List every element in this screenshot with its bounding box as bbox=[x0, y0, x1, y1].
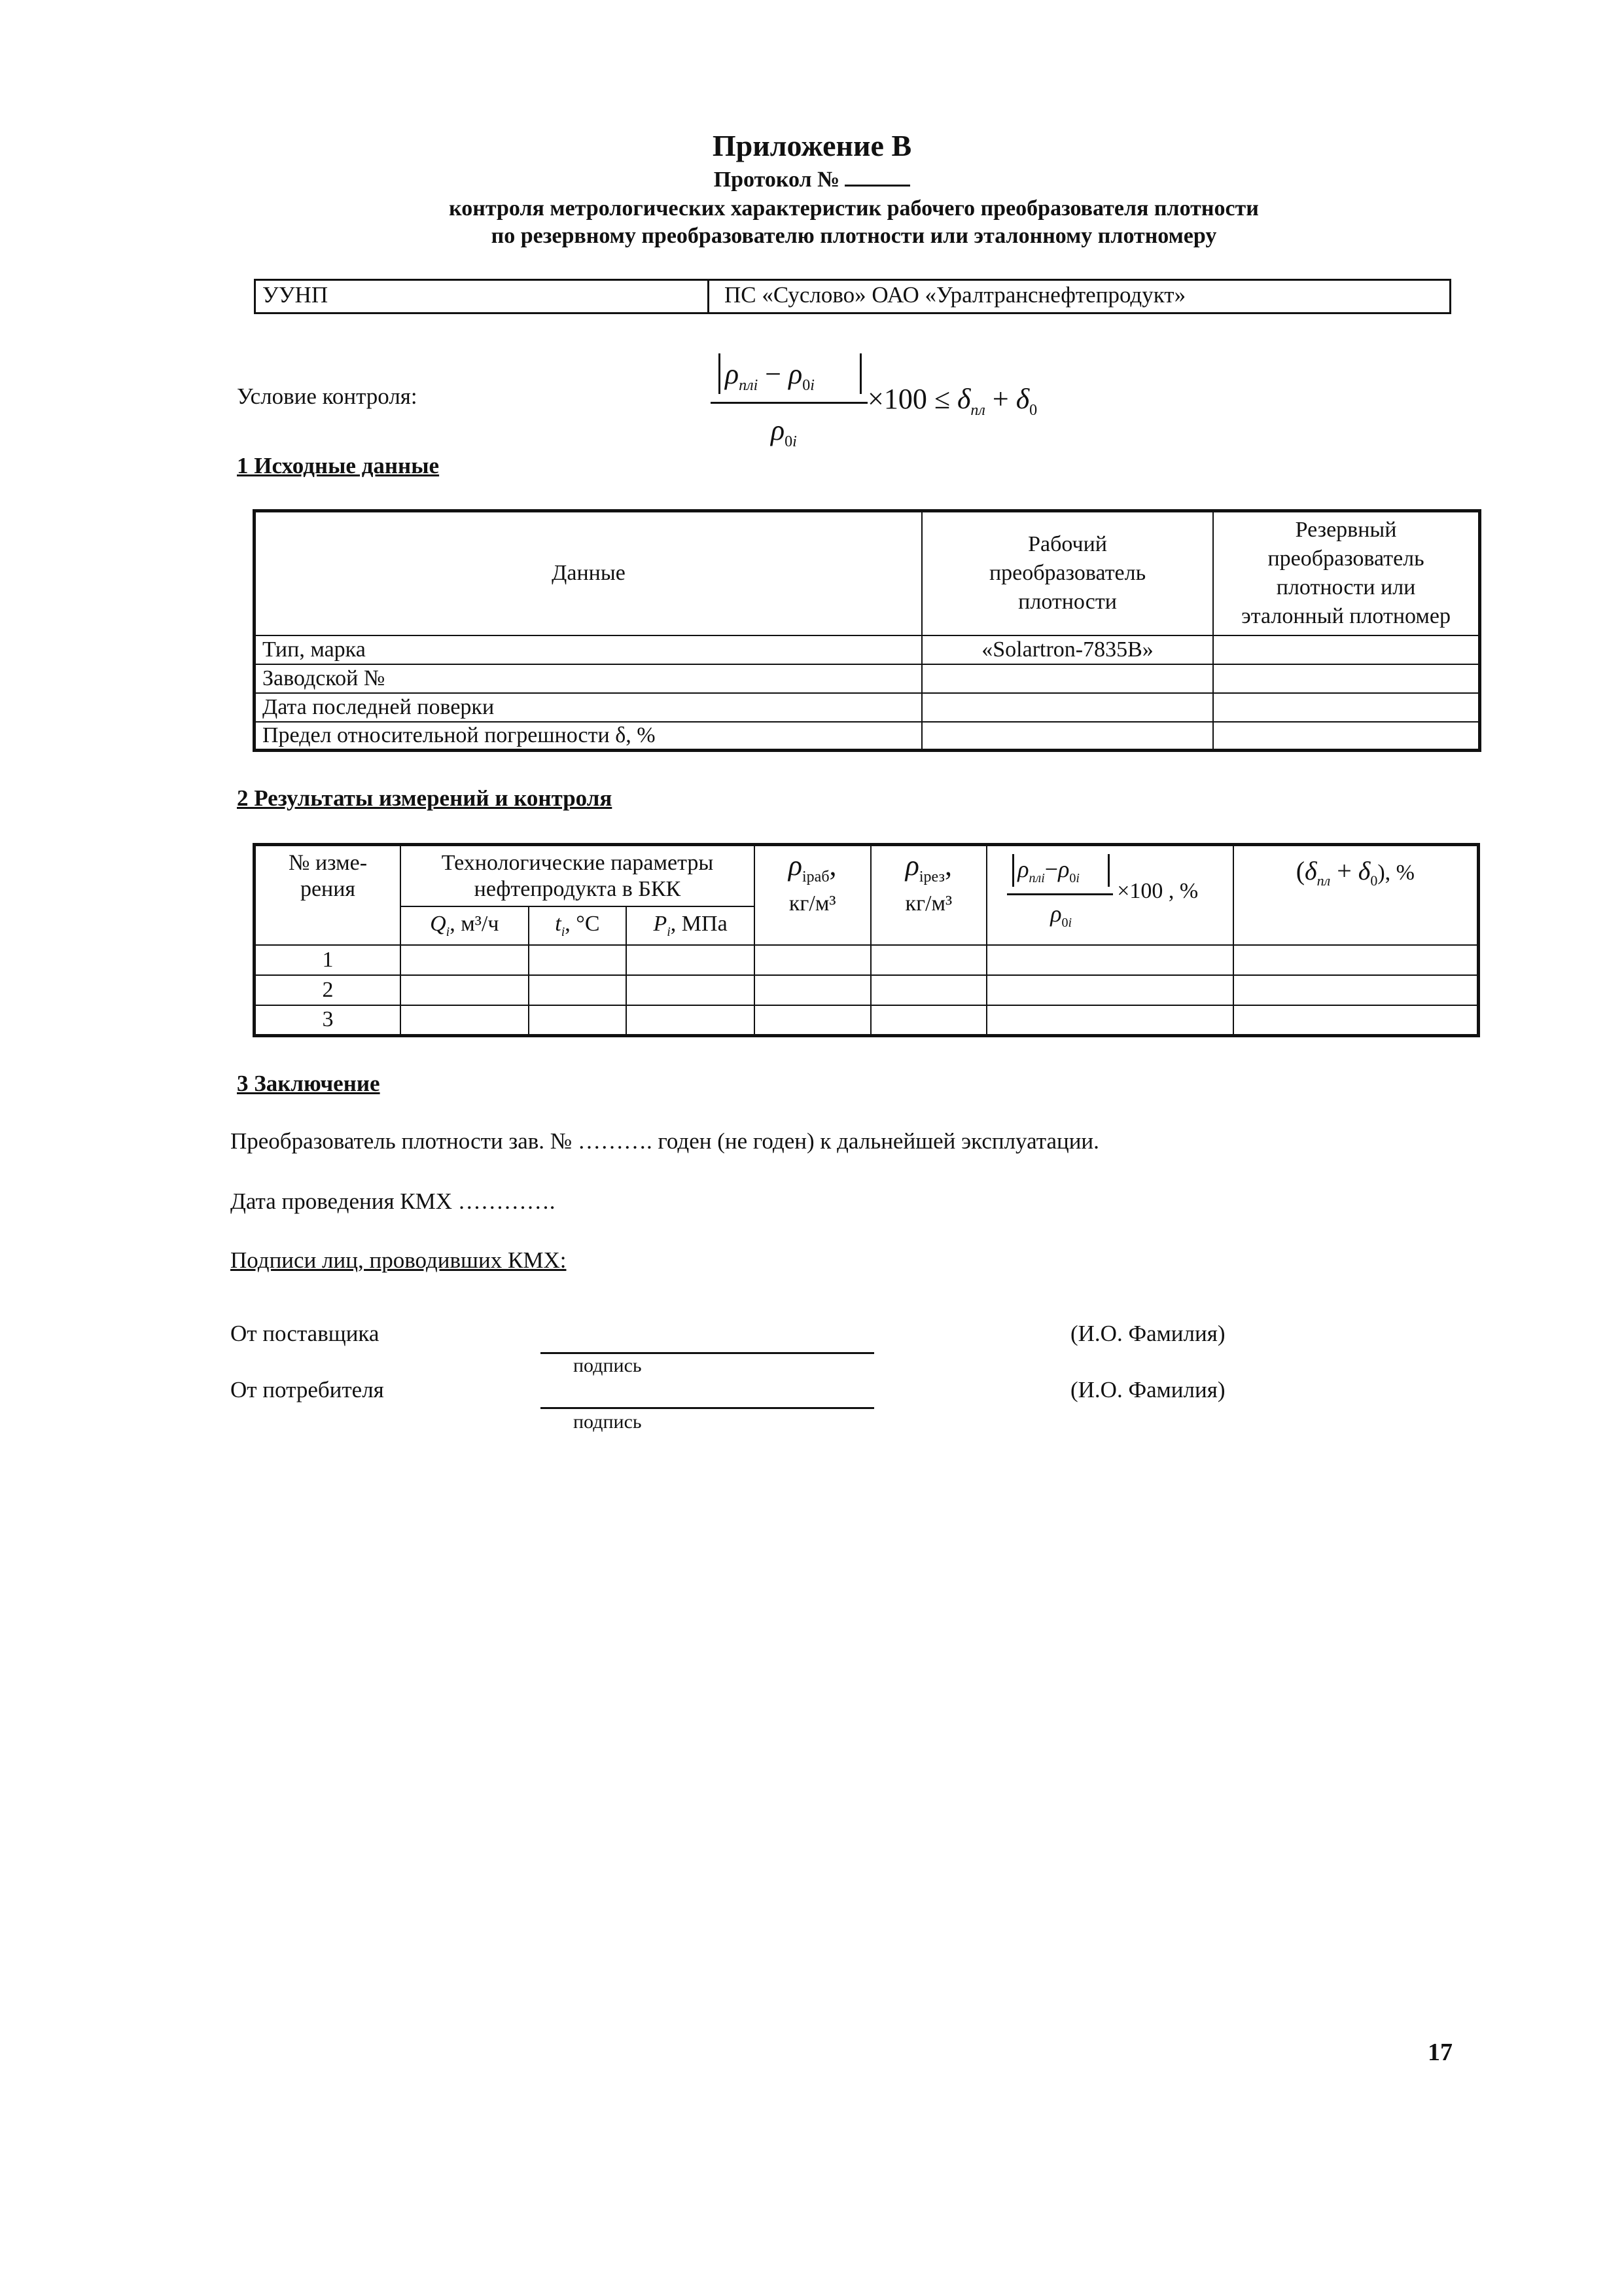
table-row bbox=[255, 975, 1479, 1005]
control-condition-label: Условие контроля: bbox=[237, 384, 417, 409]
page-number: 17 bbox=[1428, 2039, 1453, 2066]
col-header-t: $t_i$, °C bbox=[529, 906, 627, 945]
row-label: Заводской № bbox=[255, 664, 922, 693]
col-header-num: № изме- рения bbox=[255, 845, 401, 946]
protocol-number-blank bbox=[845, 168, 910, 187]
table-row bbox=[255, 635, 1480, 664]
org-row bbox=[254, 279, 1451, 314]
col-header-q: $Q_i$, м³/ч bbox=[400, 906, 529, 945]
protocol-description-line2: по резервному преобразователю плотности или эталонному плотномеру bbox=[491, 224, 1217, 248]
section2-heading: 2 Результаты измерений и контроля bbox=[237, 785, 612, 811]
signature-supplier-label: От поставщика bbox=[230, 1321, 380, 1346]
signatures-heading: Подписи лиц, проводивших КМХ: bbox=[230, 1247, 567, 1273]
initial-data-table bbox=[253, 509, 1481, 752]
col-header-rho-rab: $\rho_{iраб}$, кг/м³ bbox=[754, 845, 871, 946]
signature-supplier-line bbox=[540, 1352, 874, 1354]
col-header-p: $P_i$, МПа bbox=[626, 906, 754, 945]
signature-consumer-line bbox=[540, 1407, 874, 1409]
section3-heading: 3 Заключение bbox=[237, 1071, 380, 1096]
row-work-value bbox=[922, 693, 1213, 722]
row-number: 2 bbox=[255, 975, 401, 1005]
table-row bbox=[255, 722, 1480, 751]
row-work-value bbox=[922, 664, 1213, 693]
row-reserve-value bbox=[1213, 693, 1479, 722]
protocol-label bbox=[0, 168, 1624, 192]
row-label: Дата последней поверки bbox=[255, 693, 922, 722]
conclusion-line: Преобразователь плотности зав. № ………. годен (не годен) к дальнейшей эксплуатации. bbox=[230, 1128, 1099, 1154]
signature-consumer-caption: подпись bbox=[573, 1411, 642, 1433]
row-number: 3 bbox=[255, 1005, 401, 1035]
row-reserve-value bbox=[1213, 664, 1479, 693]
signature-supplier-caption: подпись bbox=[573, 1355, 642, 1376]
row-work-value: «Solartron-7835B» bbox=[922, 635, 1213, 664]
protocol-description-line1: контроля метрологических характеристик рабочего преобразователя плотности bbox=[449, 196, 1259, 221]
col-header-sum: $(\delta_{пл} + \delta_0)$, % bbox=[1233, 845, 1479, 946]
col-header-data: Данные bbox=[255, 511, 922, 635]
col-header-ratio: $\rho_{плi}-\rho_{0i}$ $\rho_{0i}$ ×100 , % bbox=[987, 845, 1233, 946]
col-header-rho-rez: $\rho_{iрез}$, кг/м³ bbox=[871, 845, 987, 946]
row-reserve-value bbox=[1213, 635, 1479, 664]
org-left: УУНП bbox=[262, 282, 328, 308]
col-header-reserve: Резервный преобразователь плотности или эталонный плотномер bbox=[1213, 511, 1479, 635]
measurement-results-table bbox=[253, 843, 1480, 1037]
row-label: Тип, марка bbox=[255, 635, 922, 664]
table-row bbox=[255, 1005, 1479, 1035]
supplier-name-caption: (И.О. Фамилия) bbox=[1070, 1321, 1226, 1346]
signature-consumer-label: От потребителя bbox=[230, 1377, 384, 1402]
row-number: 1 bbox=[255, 945, 401, 975]
consumer-name-caption: (И.О. Фамилия) bbox=[1070, 1377, 1226, 1402]
protocol-label-text: Протокол № bbox=[713, 168, 840, 192]
table-header-row bbox=[255, 845, 1479, 907]
col-header-tech: Технологические параметры нефтепродукта в БКК bbox=[400, 845, 754, 907]
row-label: Предел относительной погрешности δ, % bbox=[255, 722, 922, 751]
table-row bbox=[255, 693, 1480, 722]
col-header-work: Рабочий преобразователь плотности bbox=[922, 511, 1213, 635]
org-divider bbox=[707, 281, 709, 312]
org-right: ПС «Суслово» ОАО «Уралтранснефтепродукт» bbox=[724, 282, 1186, 308]
appendix-title: Приложение В bbox=[712, 129, 912, 162]
table-row bbox=[255, 664, 1480, 693]
row-work-value bbox=[922, 722, 1213, 751]
table-row bbox=[255, 945, 1479, 975]
section1-heading: 1 Исходные данные bbox=[237, 453, 440, 478]
row-reserve-value bbox=[1213, 722, 1479, 751]
kmx-date-line: Дата проведения КМХ …………. bbox=[230, 1188, 556, 1214]
table-header-row bbox=[255, 511, 1480, 635]
